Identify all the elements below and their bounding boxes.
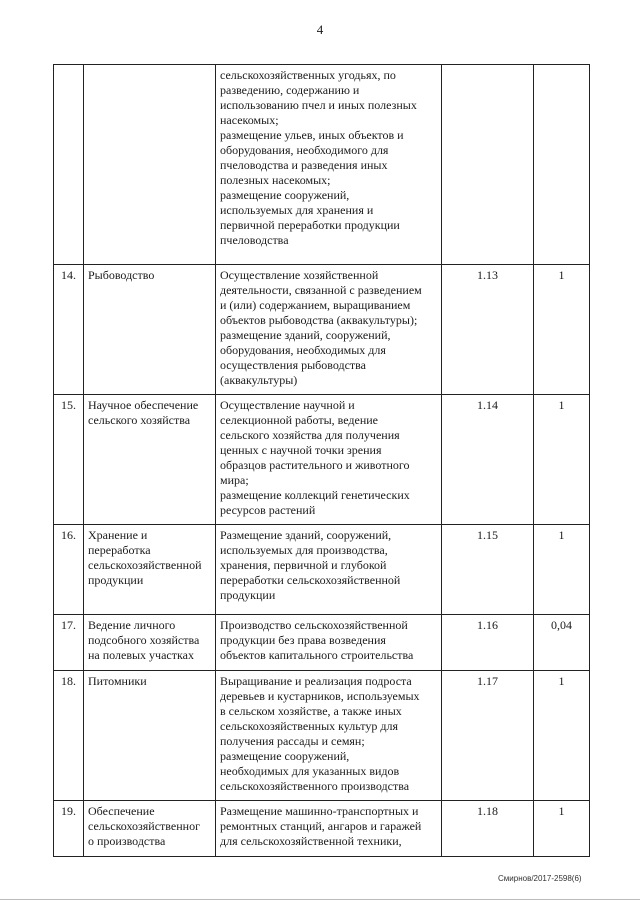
row-code: 1.15 xyxy=(442,525,534,615)
land-use-table xyxy=(53,64,590,857)
table-row xyxy=(54,671,590,801)
table-row xyxy=(54,265,590,395)
row-code: 1.17 xyxy=(442,671,534,801)
row-code: 1.18 xyxy=(442,801,534,857)
row-name xyxy=(84,65,216,265)
row-count: 1 xyxy=(534,525,590,615)
row-number: 16. xyxy=(54,525,84,615)
row-description: Осуществление хозяйственной деятельности, связанной с разведением и (или) содержанием, выращиванием объектов рыбоводства (аквакультуры); размещение зданий, сооружений, оборудования, необходимых для осуществления рыбоводства (аквакультуры) xyxy=(216,265,442,395)
row-count: 1 xyxy=(534,801,590,857)
table-row xyxy=(54,615,590,671)
table-row xyxy=(54,525,590,615)
row-count: 0,04 xyxy=(534,615,590,671)
page-number: 4 xyxy=(316,22,324,37)
row-number xyxy=(54,65,84,265)
row-number: 19. xyxy=(54,801,84,857)
row-name: Хранение и переработка сельскохозяйственной продукции xyxy=(84,525,216,615)
row-name: Ведение личного подсобного хозяйства на полевых участках xyxy=(84,615,216,671)
row-description: сельскохозяйственных угодьях, по разведению, содержанию и использованию пчел и иных полезных насекомых; размещение ульев, иных объектов и оборудования, необходимого для пчеловодства и разведения иных полезных насекомых; размещение сооружений, используемых для хранения и первичной переработки продукции пчеловодства xyxy=(216,65,442,265)
row-code: 1.14 xyxy=(442,395,534,525)
row-description: Размещение зданий, сооружений, используемых для производства, хранения, первичной и глубокой переработки сельскохозяйственной продукции xyxy=(216,525,442,615)
row-name: Обеспечение сельскохозяйственног о производства xyxy=(84,801,216,857)
table-row xyxy=(54,801,590,857)
row-name: Рыбоводство xyxy=(84,265,216,395)
table-row xyxy=(54,395,590,525)
row-number: 14. xyxy=(54,265,84,395)
row-number: 17. xyxy=(54,615,84,671)
row-name: Питомники xyxy=(84,671,216,801)
row-count: 1 xyxy=(534,395,590,525)
row-code xyxy=(442,65,534,265)
row-number: 15. xyxy=(54,395,84,525)
row-name: Научное обеспечение сельского хозяйства xyxy=(84,395,216,525)
row-count: 1 xyxy=(534,671,590,801)
document-reference: Смирнов/2017-2598(6) xyxy=(498,874,582,883)
row-code: 1.13 xyxy=(442,265,534,395)
row-description: Размещение машинно-транспортных и ремонтных станций, ангаров и гаражей для сельскохозяйственной техники, xyxy=(216,801,442,857)
row-description: Производство сельскохозяйственной продукции без права возведения объектов капитального строительства xyxy=(216,615,442,671)
footer-divider xyxy=(0,899,640,900)
row-count: 1 xyxy=(534,265,590,395)
row-description: Осуществление научной и селекционной работы, ведение сельского хозяйства для получения ценных с научной точки зрения образцов растительного и животного мира; размещение коллекций генетических ресурсов растений xyxy=(216,395,442,525)
row-code: 1.16 xyxy=(442,615,534,671)
row-count xyxy=(534,65,590,265)
table-body xyxy=(54,65,590,857)
table-row xyxy=(54,65,590,265)
row-description: Выращивание и реализация подроста деревьев и кустарников, используемых в сельском хозяйстве, а также иных сельскохозяйственных культур для получения рассады и семян; размещение сооружений, необходимых для указанных видов сельскохозяйственного производства xyxy=(216,671,442,801)
row-number: 18. xyxy=(54,671,84,801)
